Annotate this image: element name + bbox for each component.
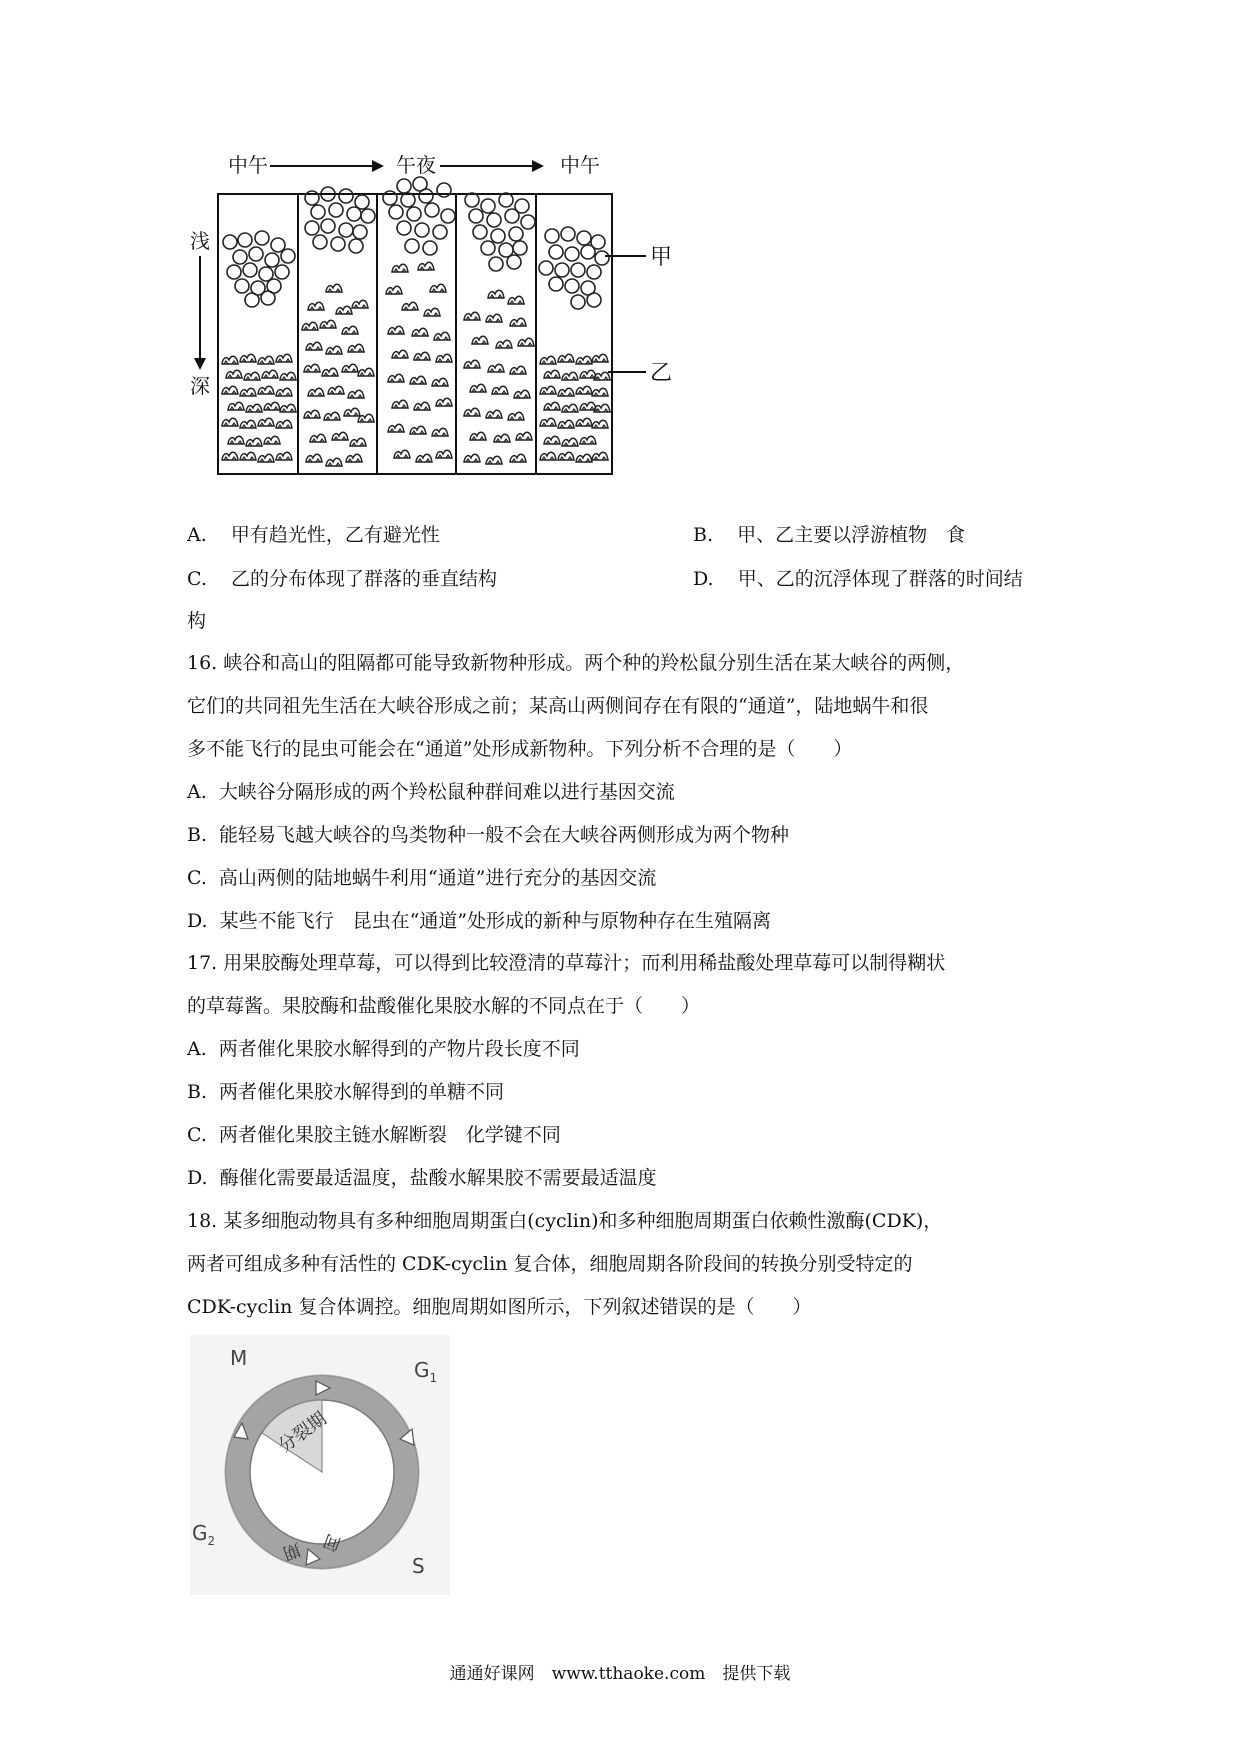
q18-stem-line-3: CDK-cyclin 复合体调控。细胞周期如图所示，下列叙述错误的是（ ） <box>187 1296 812 1318</box>
q15-option-b <box>693 526 965 545</box>
q17-option-a-text: 两者催化果胶水解得到的产物片段长度不同 <box>218 1038 580 1060</box>
cell-cycle-diagram <box>190 1335 450 1595</box>
q15-option-a <box>187 526 440 545</box>
q17-stem <box>187 942 1067 1028</box>
q16-option-c <box>187 857 1067 900</box>
q17-option-d <box>187 1157 1067 1200</box>
q15-option-d-letter: D. <box>693 568 714 590</box>
q18-stem <box>187 1200 1067 1329</box>
depth-label-deep-visible: 深 <box>190 374 210 398</box>
q16-option-c-text: 高山两侧的陆地蜗牛利用“通道”进行充分的基因交流 <box>218 867 657 889</box>
phase-label-g2: $G_2$ <box>192 1521 216 1548</box>
time-label-noon-1: 中午 <box>228 153 268 177</box>
time-label-noon-2: 中午 <box>560 153 600 177</box>
q17-option-c-letter: C. <box>187 1124 207 1146</box>
q16-option-b-text: 能轻易飞越大峡谷的鸟类物种一般不会在大峡谷两侧形成为两个物种 <box>219 824 790 846</box>
q17-option-b-letter: B. <box>187 1081 208 1103</box>
q17-option-c <box>187 1114 1067 1157</box>
q15-option-d-wrap: 构 <box>187 610 207 632</box>
q17-option-b-text: 两者催化果胶水解得到的单糖不同 <box>219 1081 505 1103</box>
q16-option-b-letter: B. <box>187 824 208 846</box>
q16-option-a <box>187 771 1067 814</box>
q15-option-d-text: 甲、乙的沉浮体现了群落的时间结 <box>737 568 1023 590</box>
q17-stem-line-1: 17. 用果胶酶处理草莓，可以得到比较澄清的草莓汁；而利用稀盐酸处理草莓可以制得糊状 <box>187 952 946 974</box>
q18-stem-line-2: 两者可组成多种有活性的 CDK-cyclin 复合体，细胞周期各阶段间的转换分别受特定的 <box>187 1253 913 1275</box>
q15-option-b-text: 甲、乙主要以浮游植物 食 <box>737 524 966 546</box>
group-yi-marks <box>222 262 610 466</box>
q17-option-b <box>187 1071 1067 1114</box>
q17-option-a <box>187 1028 1067 1071</box>
q17-stem-line-2: 的草莓酱。果胶酶和盐酸催化果胶水解的不同点在于（ ） <box>187 995 701 1017</box>
label-jia: 甲 <box>650 245 673 270</box>
footer-download-note: 通通好课网 www.tthaoke.com 提供下载 <box>449 1664 791 1684</box>
q16-stem-line-2: 它们的共同祖先生活在大峡谷形成之前；某高山两侧间存在有限的“通道”，陆地蜗牛和很 <box>187 695 929 717</box>
q16-option-b <box>187 814 1067 857</box>
q16-stem-line-1: 16. 峡谷和高山的阻隔都可能导致新物种形成。两个种的羚松鼠分别生活在某大峡谷的两侧， <box>187 652 965 674</box>
division-label: 分裂期 <box>274 1408 331 1458</box>
q16-option-c-letter: C. <box>187 867 207 889</box>
q17-option-a-letter: A. <box>187 1038 207 1060</box>
interphase-label-1: 间 <box>320 1529 344 1555</box>
phase-label-g1: $G_1$ <box>414 1358 438 1385</box>
q17-option-c-text: 两者催化果胶主链水解断裂 化学键不同 <box>218 1124 561 1146</box>
q18-stem-line-1: 18. 某多细胞动物具有多种细胞周期蛋白(cyclin)和多种细胞周期蛋白依赖性激酶(CDK)， <box>187 1210 943 1232</box>
q15-option-c-letter: C. <box>187 568 207 590</box>
q15-option-d <box>693 570 1023 589</box>
q17-option-d-text: 酶催化需要最适温度，盐酸水解果胶不需要最适温度 <box>219 1167 657 1189</box>
q16-stem-line-3: 多不能飞行的昆虫可能会在“通道”处形成新物种。下列分析不合理的是（ ） <box>187 738 853 760</box>
q15-option-c-text: 乙的分布体现了群落的垂直结构 <box>231 568 498 590</box>
time-label-midnight: 午夜 <box>396 153 436 177</box>
interphase-label-2: 期 <box>280 1538 304 1563</box>
q16-option-a-text: 大峡谷分隔形成的两个羚松鼠种群间难以进行基因交流 <box>218 781 675 803</box>
q17-options <box>187 1028 1067 1200</box>
q15-option-c <box>187 570 497 589</box>
q16-option-d-letter: D. <box>187 910 208 932</box>
q16-options <box>187 771 1067 943</box>
q16-option-d-text: 某些不能飞行 昆虫在“通道”处形成的新种与原物种存在生殖隔离 <box>219 910 772 932</box>
q17-option-d-letter: D. <box>187 1167 208 1189</box>
phase-label-s: S <box>412 1554 425 1578</box>
phase-label-m: M <box>230 1346 248 1370</box>
migration-diagram <box>190 150 760 510</box>
group-jia-circles <box>223 177 609 309</box>
label-yi: 乙 <box>650 361 673 386</box>
q16-option-a-letter: A. <box>187 781 207 803</box>
q16-option-d <box>187 900 1067 943</box>
q15-option-a-letter: A. <box>187 524 207 546</box>
q16-stem <box>187 642 1067 771</box>
q15-option-a-text: 甲有趋光性，乙有避光性 <box>230 524 440 546</box>
depth-label-shallow: 浅 <box>190 229 210 253</box>
q15-option-b-letter: B. <box>693 524 714 546</box>
